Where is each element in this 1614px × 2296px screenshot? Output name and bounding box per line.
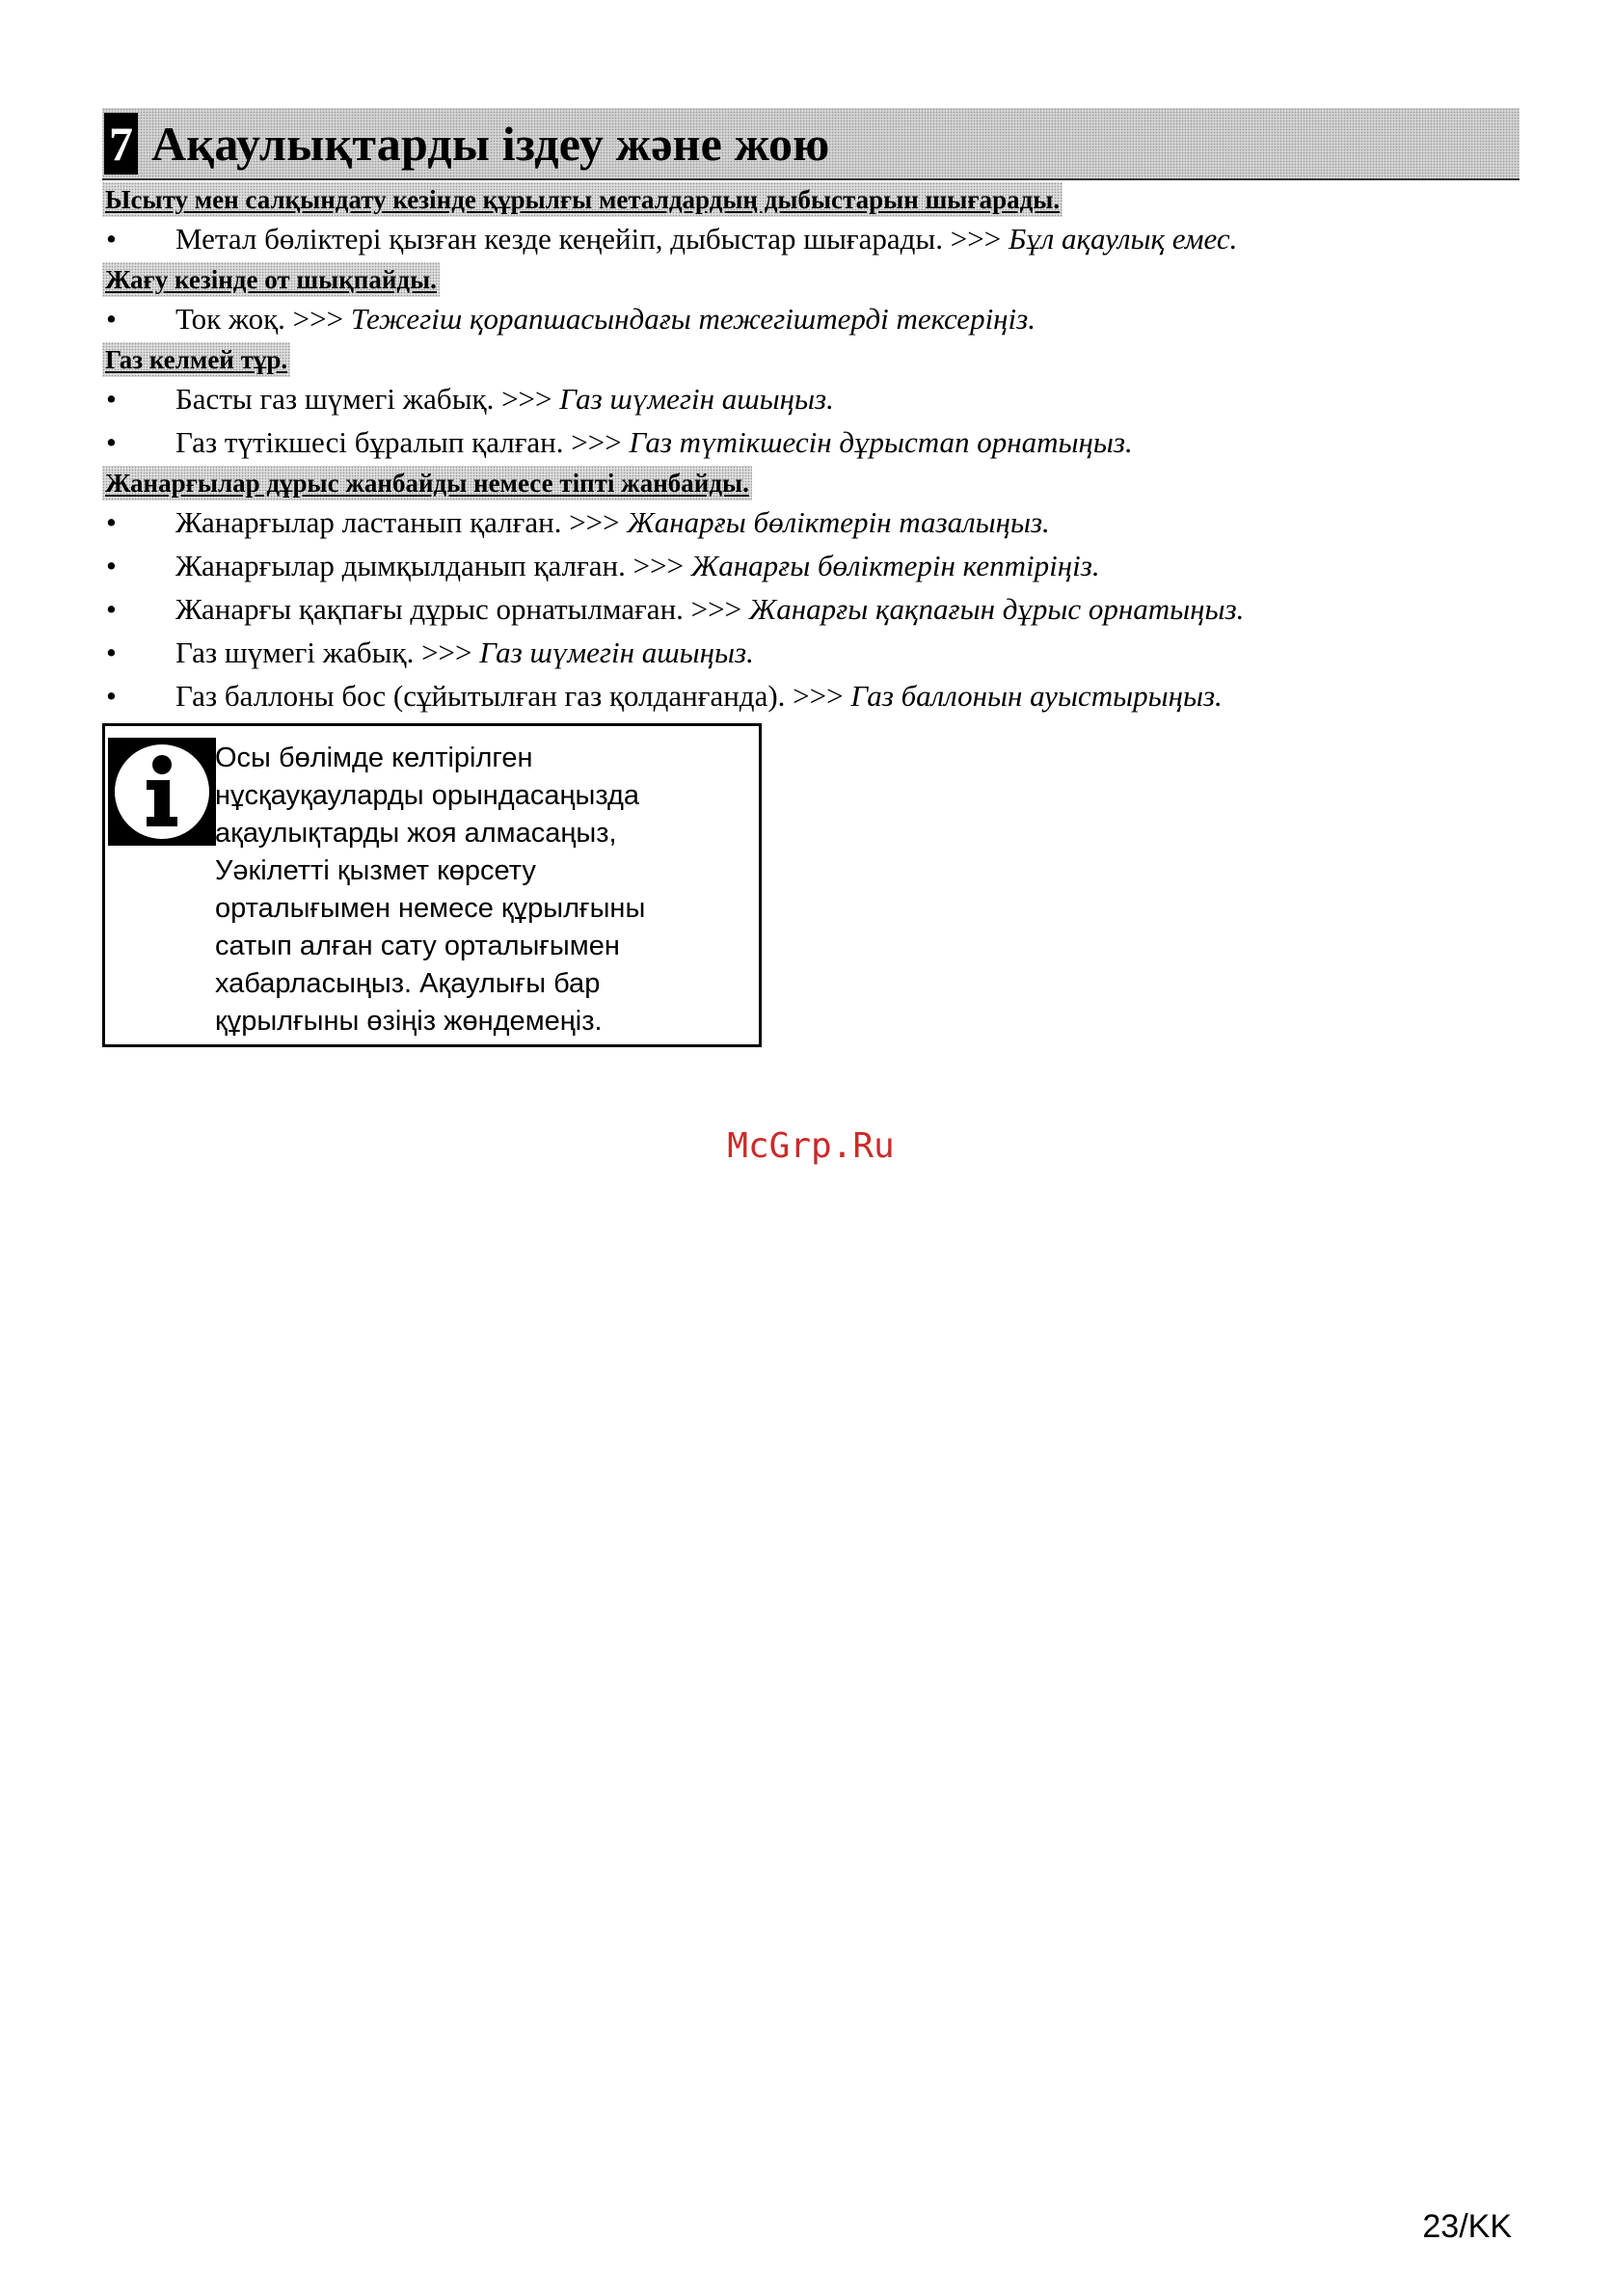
note-text xyxy=(215,740,755,1040)
info-note-box xyxy=(102,723,762,1047)
bullet: • xyxy=(106,222,117,256)
bullet: • xyxy=(106,505,117,539)
remedy-text: Бұл ақаулық емес. xyxy=(1008,222,1238,256)
remedy-text: Жанарғы қақпағын дұрыс орнатыңыз. xyxy=(748,592,1245,626)
list-item xyxy=(102,544,1520,587)
cause-text: Жанарғылар дымқылданып қалған. >>> xyxy=(175,549,685,582)
bullet: • xyxy=(106,635,117,669)
cause-text: Басты газ шүмегі жабық. >>> xyxy=(175,382,552,416)
section-title: Жанарғылар дұрыс жанбайды немесе тіпті жанбайды. xyxy=(102,466,752,500)
cause-text: Жанарғылар ластанып қалған. >>> xyxy=(175,505,620,539)
section-title: Жағу кезінде от шықпайды. xyxy=(102,262,440,297)
note-line: Осы бөлімде келтірілген xyxy=(215,743,533,773)
list-item xyxy=(102,297,1520,340)
list-item xyxy=(102,377,1520,420)
remedy-text: Жанарғы бөліктерін кептіріңіз. xyxy=(690,549,1100,582)
cause-text: Газ шүмегі жабық. >>> xyxy=(175,635,472,669)
note-line: орталығымен немесе құрылғыны xyxy=(215,893,646,924)
note-line: Уәкілетті қызмет көрсету xyxy=(215,855,536,886)
section-title: Газ келмей тұр. xyxy=(102,342,290,377)
bullet: • xyxy=(106,549,117,582)
list-item xyxy=(102,587,1520,631)
troubleshooting-section xyxy=(102,340,1520,464)
note-line: құрылғыны өзіңіз жөндемеңіз. xyxy=(215,1006,603,1037)
list-item xyxy=(102,420,1520,464)
chapter-title: Ақаулықтарды іздеу және жою xyxy=(151,116,830,171)
info-icon xyxy=(108,738,216,846)
section-title: Ысыту мен салқындату кезінде құрылғы металдардың дыбыстарын шығарады. xyxy=(102,182,1063,217)
troubleshooting-section xyxy=(102,180,1520,260)
remedy-text: Газ шүмегін ашыңыз. xyxy=(559,382,834,416)
note-line: ақаулықтарды жоя алмасаңыз, xyxy=(215,818,617,849)
note-line: хабарласыңыз. Ақаулығы бар xyxy=(215,968,601,999)
list-item xyxy=(102,631,1520,674)
item-list xyxy=(102,377,1520,464)
item-list xyxy=(102,297,1520,340)
cause-text: Газ түтікшесі бұралып қалған. >>> xyxy=(175,425,622,459)
bullet: • xyxy=(106,425,117,459)
troubleshooting-section xyxy=(102,260,1520,340)
chapter-number: 7 xyxy=(104,113,138,175)
cause-text: Жанарғы қақпағы дұрыс орнатылмаған. >>> xyxy=(175,592,742,626)
chapter-header xyxy=(102,108,1520,180)
bullet: • xyxy=(106,382,117,416)
list-item xyxy=(102,500,1520,544)
remedy-text: Жанарғы бөліктерін тазалыңыз. xyxy=(627,505,1050,539)
note-line: сатып алған сату орталығымен xyxy=(215,931,620,961)
page-content xyxy=(102,108,1520,1047)
remedy-text: Тежегіш қорапшасындағы тежегіштерді тексеріңіз. xyxy=(350,302,1036,336)
list-item xyxy=(102,217,1520,260)
list-item xyxy=(102,674,1520,717)
note-line: нұсқауқауларды орындасаңызда xyxy=(215,780,640,811)
remedy-text: Газ түтікшесін дұрыстап орнатыңыз. xyxy=(629,425,1133,459)
item-list xyxy=(102,217,1520,260)
watermark: McGrp.Ru xyxy=(727,1126,895,1166)
troubleshooting-section xyxy=(102,464,1520,717)
cause-text: Метал бөліктері қызған кезде кеңейіп, дыбыстар шығарады. >>> xyxy=(175,222,1002,256)
cause-text: Газ баллоны бос (сұйытылған газ қолданғанда). >>> xyxy=(175,679,844,713)
item-list xyxy=(102,500,1520,717)
bullet: • xyxy=(106,679,117,713)
remedy-text: Газ шүмегін ашыңыз. xyxy=(479,635,754,669)
remedy-text: Газ баллонын ауыстырыңыз. xyxy=(850,679,1223,713)
bullet: • xyxy=(106,592,117,626)
cause-text: Ток жоқ. >>> xyxy=(175,302,344,336)
page-number: 23/KK xyxy=(1422,2208,1512,2245)
bullet: • xyxy=(106,302,117,336)
